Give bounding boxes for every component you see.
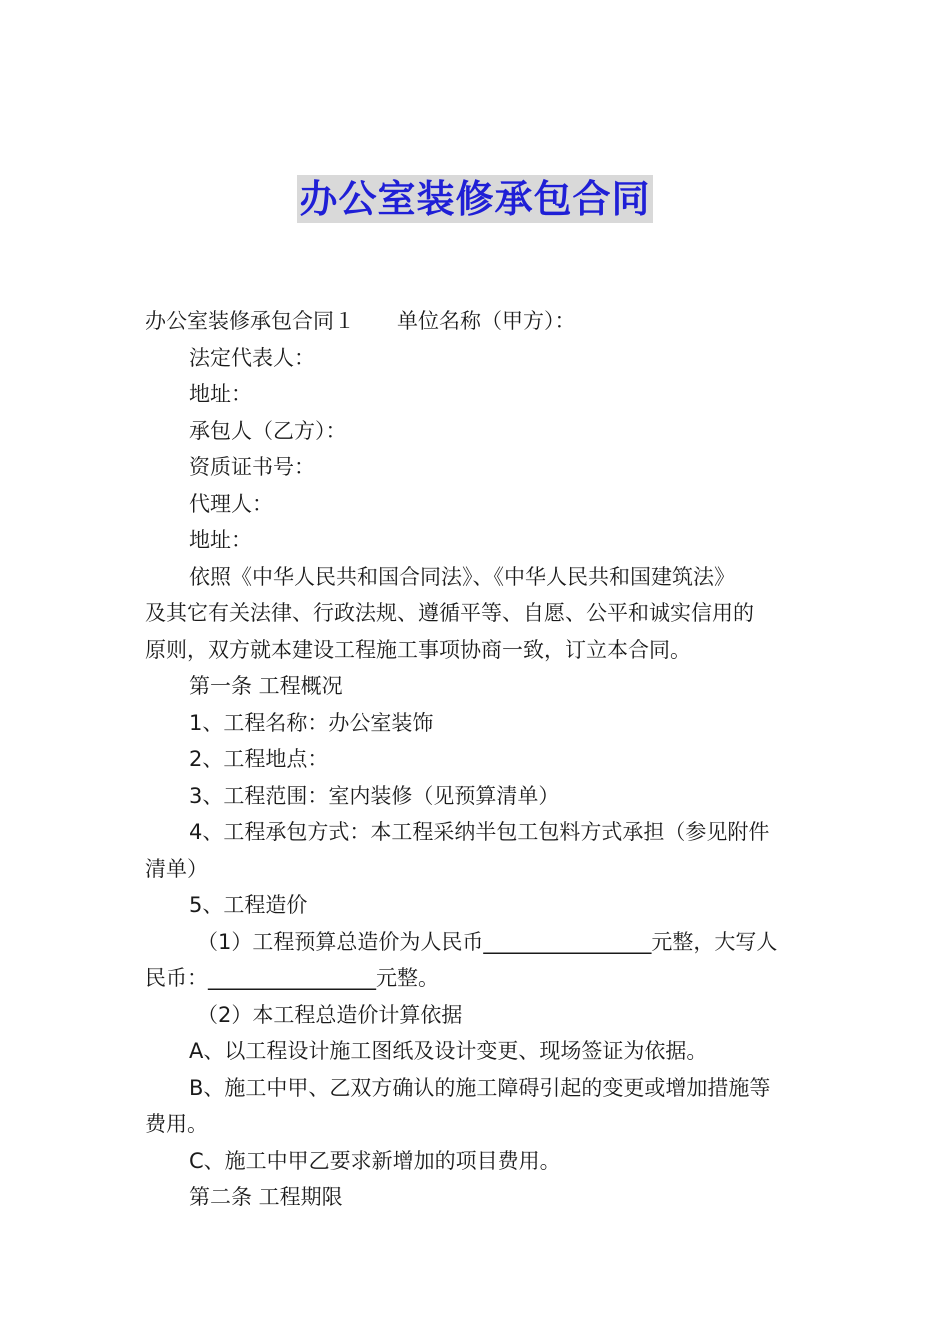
preamble-line-3: 原则，双方就本建设工程施工事项协商一致，订立本合同。 [145, 637, 691, 662]
item-contract-method-line-2: 清单） [145, 856, 208, 881]
party-a-label: 单位名称（甲方）： [397, 309, 576, 333]
document-title: 办公室装修承包合同 [299, 177, 651, 221]
document-body [145, 303, 807, 1216]
item-project-name: 1、工程名称：办公室装饰 [189, 710, 434, 735]
article-1-heading: 第一条 工程概况 [189, 674, 343, 698]
item-project-scope: 3、工程范围：室内装修（见预算清单） [189, 783, 560, 808]
basis-b-line-2: 费用。 [145, 1112, 208, 1136]
legal-representative-line: 法定代表人： [189, 345, 315, 370]
basis-b-line-1: B、施工中甲、乙双方确认的施工障碍引起的变更或增加措施等 [189, 1075, 771, 1100]
intro-line [145, 303, 807, 340]
article-2-heading: 第二条 工程期限 [189, 1185, 343, 1209]
party-b-line: 承包人（乙方）： [189, 418, 347, 443]
party-b-address-line: 地址： [189, 528, 252, 552]
budget-price-line-2: 民币：________________元整。 [145, 966, 439, 990]
preamble-line-2: 及其它有关法律、行政法规、遵循平等、自愿、公平和诚实信用的 [145, 601, 754, 625]
budget-price-line-1: （1）工程预算总造价为人民币________________元整，大写人 [197, 929, 778, 954]
agent-line: 代理人： [189, 491, 273, 516]
item-project-location: 2、工程地点： [189, 747, 329, 771]
item-project-cost: 5、工程造价 [189, 893, 308, 917]
item-contract-method-line-1: 4、工程承包方式：本工程采纳半包工包料方式承担（参见附件 [189, 820, 770, 844]
qualification-line: 资质证书号： [189, 455, 315, 479]
title-container [0, 175, 950, 223]
preamble-line-1: 依照《中华人民共和国合同法》、《中华人民共和国建筑法》 [189, 564, 735, 589]
basis-a: A、以工程设计施工图纸及设计变更、现场签证为依据。 [189, 1039, 708, 1063]
cost-basis-heading: （2）本工程总造价计算依据 [197, 1002, 463, 1027]
basis-c: C、施工中甲乙要求新增加的项目费用。 [189, 1148, 561, 1173]
party-a-address-line: 地址： [189, 382, 252, 406]
intro-left-text: 办公室装修承包合同１ [145, 309, 355, 333]
